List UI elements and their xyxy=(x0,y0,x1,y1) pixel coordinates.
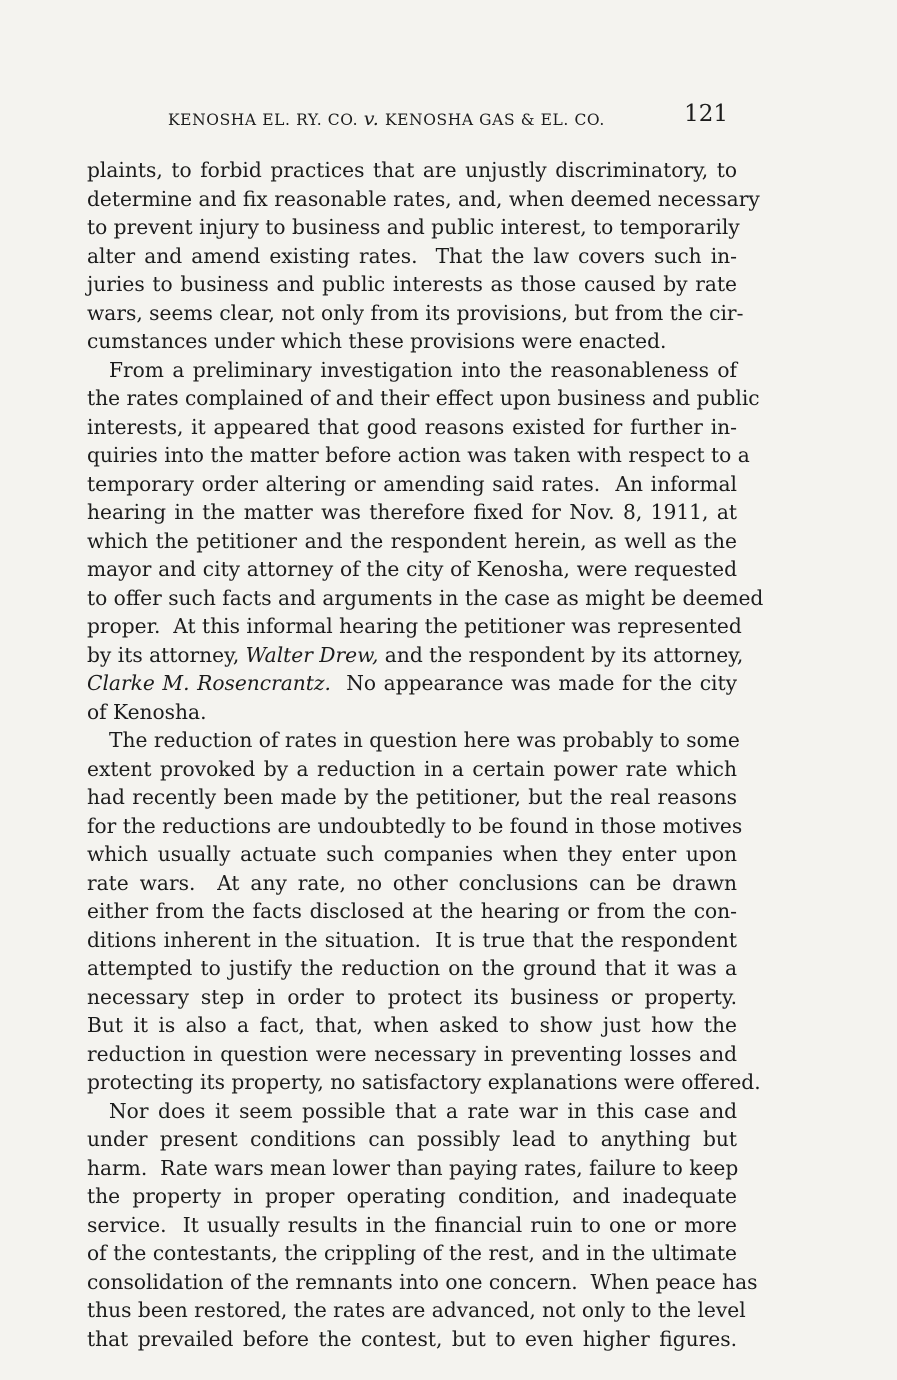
text-line xyxy=(87,270,737,299)
text-segment: Nor does it seem possible that a rate war in this case and xyxy=(109,1098,737,1123)
text-line xyxy=(87,384,760,413)
text-line xyxy=(87,783,737,812)
text-line xyxy=(87,869,737,898)
text-segment: which the petitioner and the respondent herein, as well as the xyxy=(87,528,737,553)
text-line xyxy=(87,327,737,356)
text-segment: by its attorney, xyxy=(87,642,246,667)
text-line xyxy=(87,812,743,841)
paragraph xyxy=(87,726,761,1097)
text-line xyxy=(87,1211,737,1240)
text-line xyxy=(87,555,737,584)
text-segment: determine and fix reasonable rates, and, when deemed necessary xyxy=(87,186,760,211)
text-line xyxy=(87,1068,761,1097)
text-segment: hearing in the matter was therefore fixed for Nov. 8, 1911, at xyxy=(87,500,737,524)
text-segment: alter and amend existing rates. That the law covers such in- xyxy=(87,243,737,268)
text-line xyxy=(87,840,737,869)
text-segment: of Kenosha. xyxy=(87,699,207,724)
text-segment: service. It usually results in the financial ruin to one or more xyxy=(87,1212,737,1237)
text-line xyxy=(87,441,750,470)
text-line xyxy=(87,698,737,727)
paragraph xyxy=(87,1097,758,1354)
text-segment: the rates complained of and their effect upon business and public xyxy=(87,386,760,410)
text-segment: under present conditions can possibly lead to anything but xyxy=(87,1127,737,1151)
paragraph xyxy=(87,156,760,356)
text-segment: The reduction of rates in question here was probably to some xyxy=(109,728,740,752)
text-line xyxy=(87,356,737,385)
italic-name: Clarke M. Rosencrantz. xyxy=(87,671,331,695)
text-segment: ditions inherent in the situation. It is true that the respondent xyxy=(87,927,737,952)
text-segment: extent provoked by a reduction in a certain power rate which xyxy=(87,756,737,781)
text-line xyxy=(87,527,737,556)
body-text xyxy=(87,156,764,1353)
text-segment: of the contestants, the crippling of the rest, and in the ultimate xyxy=(87,1241,737,1265)
text-line xyxy=(87,669,737,698)
case-title-part: KENOSHA EL. RY. CO. xyxy=(168,111,364,129)
text-segment: harm. Rate wars mean lower than paying rates, failure to keep xyxy=(87,1155,739,1180)
text-line xyxy=(87,470,737,499)
text-segment: thus been restored, the rates are advanced, not only to the level xyxy=(87,1298,746,1322)
text-segment: plaints, to forbid practices that are unjustly discriminatory, to xyxy=(87,158,737,182)
paragraph xyxy=(87,356,764,727)
text-line xyxy=(87,242,737,271)
text-line xyxy=(87,983,737,1012)
case-title-part: KENOSHA GAS & EL. CO. xyxy=(379,111,605,129)
text-line xyxy=(87,1097,737,1126)
text-segment: protecting its property, no satisfactory explanations were offered. xyxy=(87,1070,761,1094)
text-line xyxy=(87,926,737,955)
text-line xyxy=(87,612,742,641)
text-segment: But it is also a fact, that, when asked to show just how the xyxy=(87,1013,737,1037)
text-segment: and the respondent by its attorney, xyxy=(378,642,744,667)
text-line xyxy=(87,726,740,755)
text-line xyxy=(87,185,760,214)
text-segment: mayor and city attorney of the city of Kenosha, were requested xyxy=(87,557,737,581)
text-segment: for the reductions are undoubtedly to be found in those motives xyxy=(87,813,743,838)
text-segment: that prevailed before the contest, but to even higher figures. xyxy=(87,1326,737,1351)
text-line xyxy=(87,1011,737,1040)
text-line xyxy=(87,1296,746,1325)
page-number: 121 xyxy=(684,101,728,127)
text-line xyxy=(87,641,744,670)
text-line xyxy=(87,954,737,983)
text-segment: to prevent injury to business and public interest, to temporarily xyxy=(87,215,740,239)
text-line xyxy=(87,1154,737,1183)
text-segment: temporary order altering or amending said rates. An informal xyxy=(87,471,737,496)
text-segment: juries to business and public interests as those caused by rate xyxy=(87,272,737,296)
text-line xyxy=(87,584,764,613)
text-segment: reduction in question were necessary in preventing losses and xyxy=(87,1041,737,1066)
text-segment: proper. At this informal hearing the petitioner was represented xyxy=(87,614,742,638)
text-segment: which usually actuate such companies when they enter upon xyxy=(87,842,737,866)
text-segment: attempted to justify the reduction on the ground that it was a xyxy=(87,956,737,980)
text-segment: rate wars. At any rate, no other conclusions can be drawn xyxy=(87,870,737,895)
case-title-versus: v. xyxy=(363,108,380,130)
text-line xyxy=(87,299,744,328)
text-line xyxy=(87,1040,737,1069)
case-title xyxy=(168,108,605,130)
text-line xyxy=(87,156,737,185)
text-segment: to offer such facts and arguments in the case as might be deemed xyxy=(87,585,764,610)
text-line xyxy=(87,213,740,242)
text-segment: either from the facts disclosed at the hearing or from the con- xyxy=(87,899,737,923)
text-line xyxy=(87,413,737,442)
text-line xyxy=(87,498,737,527)
text-segment: quiries into the matter before action was taken with respect to a xyxy=(87,443,750,467)
text-segment: necessary step in order to protect its business or property. xyxy=(87,984,737,1009)
text-line xyxy=(87,1239,737,1268)
text-segment: cumstances under which these provisions were enacted. xyxy=(87,329,667,353)
text-segment: No appearance was made for the city xyxy=(330,671,737,695)
text-line xyxy=(87,1325,737,1354)
text-line xyxy=(87,755,737,784)
italic-name: Walter Drew, xyxy=(245,642,379,667)
text-line xyxy=(87,1182,737,1211)
text-line xyxy=(87,1125,737,1154)
text-line xyxy=(87,897,737,926)
text-segment: had recently been made by the petitioner, but the real reasons xyxy=(87,785,737,809)
text-line xyxy=(87,1268,758,1297)
text-segment: the property in proper operating condition, and inadequate xyxy=(87,1184,737,1208)
text-segment: wars, seems clear, not only from its provisions, but from the cir- xyxy=(87,300,744,325)
text-segment: From a preliminary investigation into the reasonableness of xyxy=(109,357,737,382)
text-segment: consolidation of the remnants into one concern. When peace has xyxy=(87,1269,758,1294)
text-segment: interests, it appeared that good reasons existed for further in- xyxy=(87,414,737,439)
